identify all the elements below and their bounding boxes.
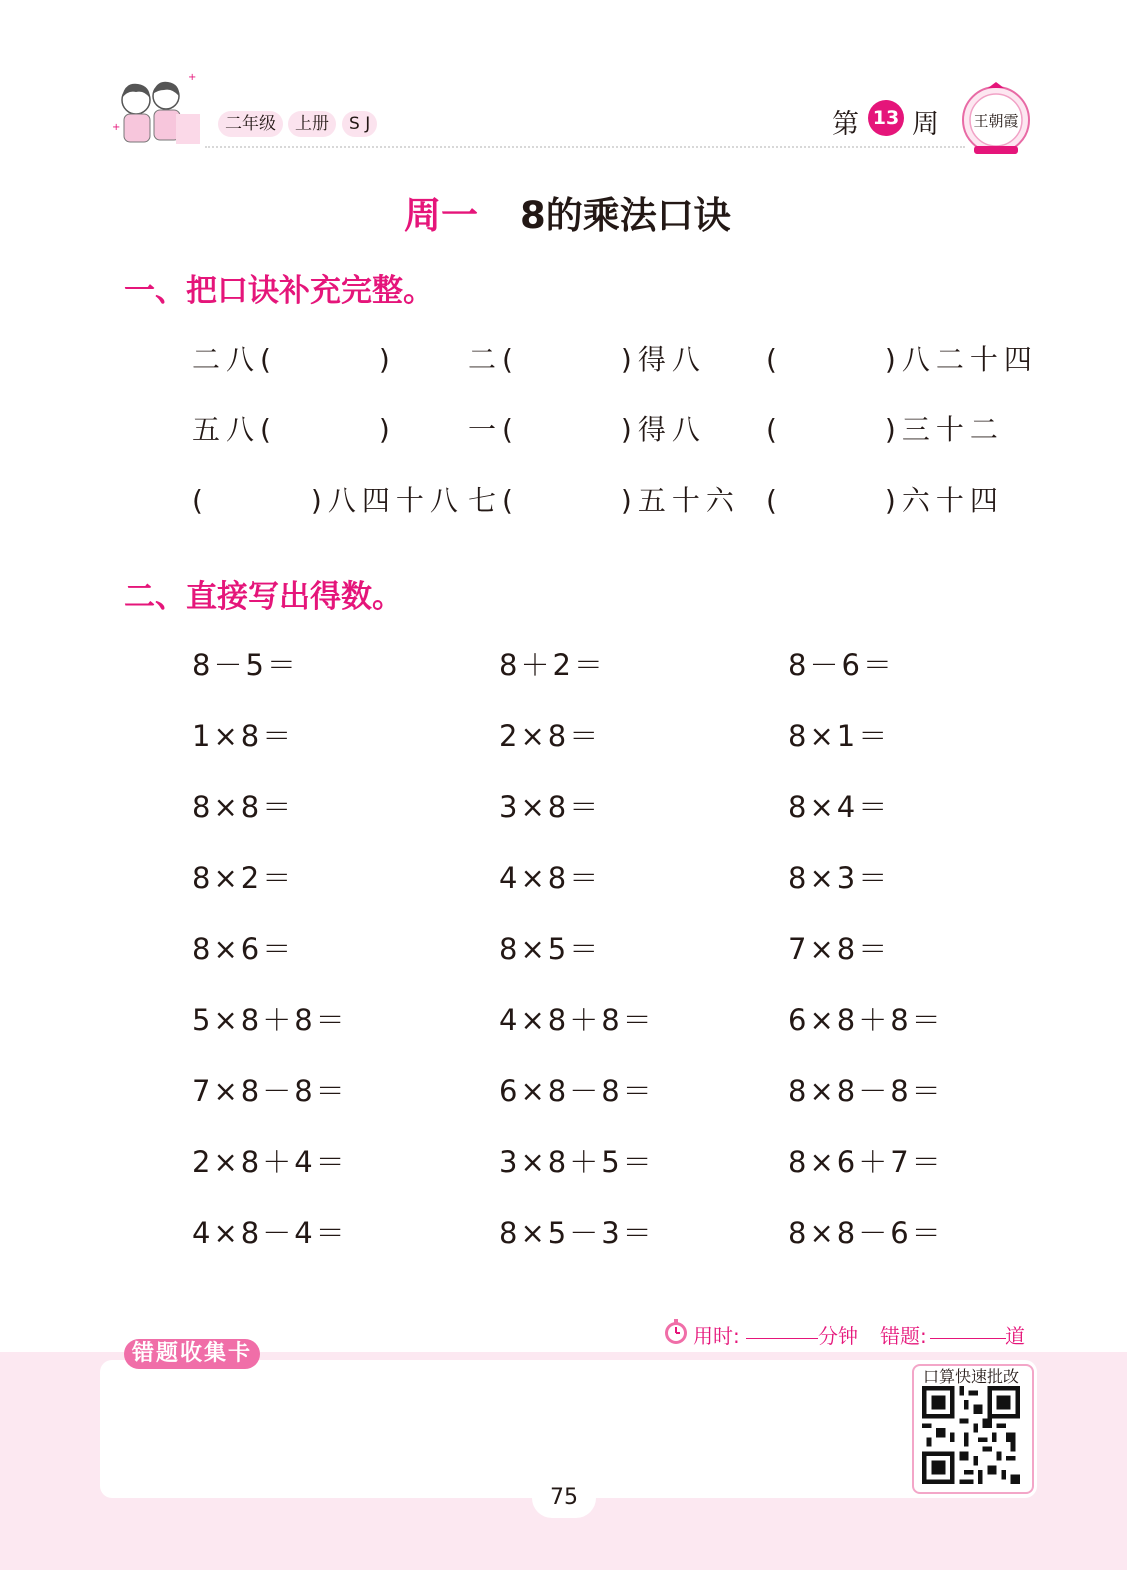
page-number: 75 bbox=[532, 1478, 596, 1518]
arithmetic-problem: 8×8－8＝ bbox=[788, 1074, 944, 1108]
rhyme-item: 七( )五十六 bbox=[468, 484, 740, 517]
errors-field[interactable] bbox=[930, 1320, 1006, 1344]
arithmetic-problem: 8－6＝ bbox=[788, 648, 895, 682]
rhyme-item: ( )八四十八 bbox=[192, 484, 464, 517]
day-title: 周一 bbox=[404, 194, 478, 237]
arithmetic-problem: 4×8－4＝ bbox=[192, 1216, 348, 1250]
rhyme-item: ( )八二十四 bbox=[766, 343, 1038, 376]
arithmetic-problem: 8×4＝ bbox=[788, 790, 891, 824]
svg-text:+: + bbox=[112, 122, 121, 133]
arithmetic-problem: 4×8＝ bbox=[499, 861, 602, 895]
errors-unit: 道 bbox=[1005, 1324, 1025, 1348]
header-divider bbox=[205, 146, 965, 148]
time-field[interactable] bbox=[746, 1320, 818, 1344]
arithmetic-problem: 8×8＝ bbox=[192, 790, 295, 824]
arithmetic-problem: 2×8＝ bbox=[499, 719, 602, 753]
arithmetic-problem: 8×8－6＝ bbox=[788, 1216, 944, 1250]
arithmetic-problem: 8×2＝ bbox=[192, 861, 295, 895]
arithmetic-problem: 8×1＝ bbox=[788, 719, 891, 753]
arithmetic-problem: 8×6＝ bbox=[192, 932, 295, 966]
arithmetic-problem: 2×8＋4＝ bbox=[192, 1145, 348, 1179]
time-unit: 分钟 bbox=[818, 1324, 858, 1348]
arithmetic-problem: 7×8＝ bbox=[788, 932, 891, 966]
arithmetic-problem: 8＋2＝ bbox=[499, 648, 606, 682]
card-title: 错题收集卡 bbox=[124, 1339, 260, 1369]
edition-label: S J bbox=[342, 111, 377, 137]
arithmetic-problem: 5×8＋8＝ bbox=[192, 1003, 348, 1037]
section-2-heading: 二、直接写出得数。 bbox=[124, 579, 403, 615]
arithmetic-problem: 8－5＝ bbox=[192, 648, 299, 682]
stopwatch-icon bbox=[662, 1318, 690, 1346]
brand-seal-icon bbox=[960, 80, 1032, 160]
rhyme-item: 二八( ) bbox=[192, 343, 396, 376]
arithmetic-problem: 8×3＝ bbox=[788, 861, 891, 895]
rhyme-item: ( )三十二 bbox=[766, 413, 1004, 446]
section-1-heading: 一、把口诀补充完整。 bbox=[124, 273, 434, 309]
arithmetic-problem: 3×8＝ bbox=[499, 790, 602, 824]
brand-name: 王朝霞 bbox=[973, 112, 1019, 130]
qr-label: 口算快速批改 bbox=[922, 1367, 1019, 1386]
arithmetic-problem: 1×8＝ bbox=[192, 719, 295, 753]
rhyme-item: 一( )得八 bbox=[468, 413, 706, 446]
arithmetic-problem: 8×5＝ bbox=[499, 932, 602, 966]
errors-label: 错题: bbox=[880, 1324, 927, 1348]
week-suffix: 周 bbox=[912, 109, 939, 140]
week-number-badge: 13 bbox=[868, 100, 904, 136]
arithmetic-problem: 6×8－8＝ bbox=[499, 1074, 655, 1108]
arithmetic-problem: 7×8－8＝ bbox=[192, 1074, 348, 1108]
arithmetic-problem: 4×8＋8＝ bbox=[499, 1003, 655, 1037]
page-title: 8的乘法口诀 bbox=[520, 194, 731, 237]
qr-code-icon[interactable] bbox=[922, 1386, 1020, 1484]
arithmetic-problem: 8×6＋7＝ bbox=[788, 1145, 944, 1179]
rhyme-item: 二( )得八 bbox=[468, 343, 706, 376]
time-label: 用时: bbox=[693, 1324, 740, 1348]
grade-label: 二年级 bbox=[218, 111, 283, 137]
volume-label: 上册 bbox=[288, 111, 336, 137]
arithmetic-problem: 6×8＋8＝ bbox=[788, 1003, 944, 1037]
children-illustration bbox=[106, 70, 206, 154]
week-prefix: 第 bbox=[832, 109, 859, 140]
arithmetic-problem: 3×8＋5＝ bbox=[499, 1145, 655, 1179]
rhyme-item: 五八( ) bbox=[192, 413, 396, 446]
arithmetic-problem: 8×5－3＝ bbox=[499, 1216, 655, 1250]
svg-text:+: + bbox=[188, 72, 197, 83]
rhyme-item: ( )六十四 bbox=[766, 484, 1004, 517]
